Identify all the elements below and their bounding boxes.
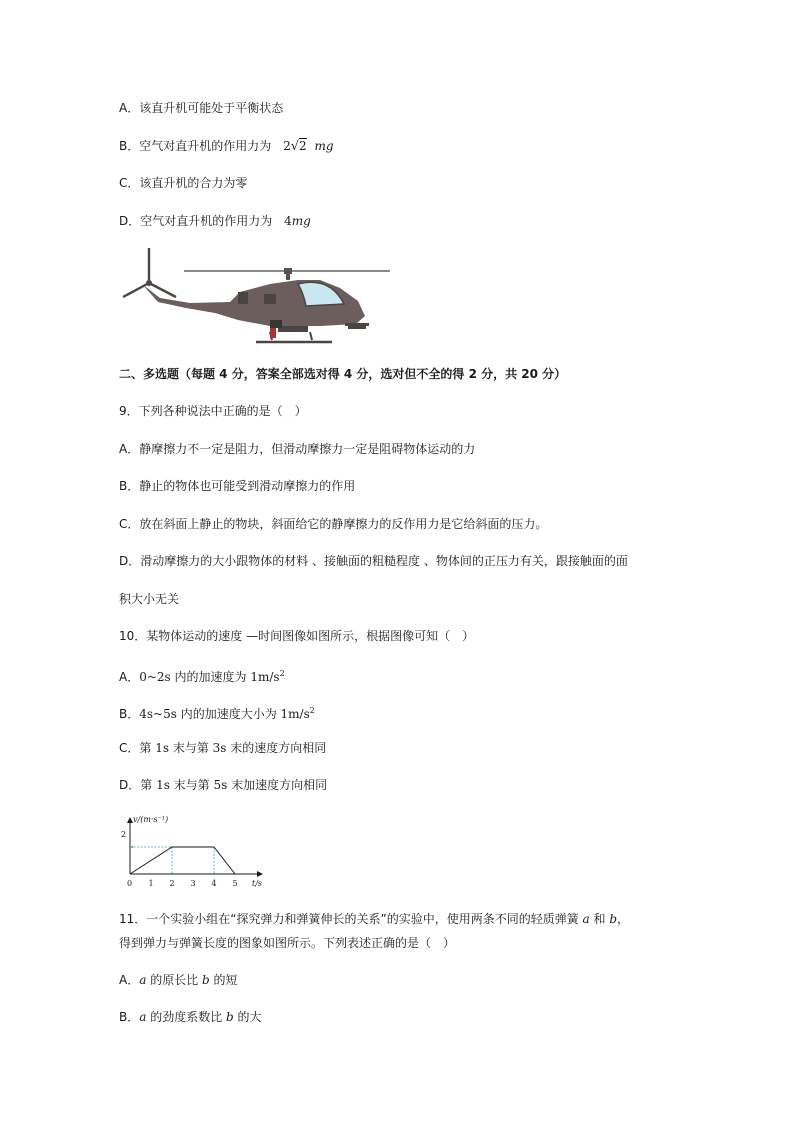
x-tick-label: 4 xyxy=(211,879,217,888)
q11-b-end: 的大 xyxy=(233,1010,262,1024)
q10-option-a xyxy=(119,666,285,685)
q8-option-b-root: 2 xyxy=(299,139,307,153)
y-axis-label: v/(m·s⁻¹) xyxy=(133,815,169,824)
velocity-time-chart xyxy=(112,812,272,892)
q10-a-range: 0~2s xyxy=(139,670,171,684)
q8-option-b xyxy=(119,138,334,155)
helicopter-illustration xyxy=(120,246,392,346)
q10-c-time2: 3s xyxy=(212,741,227,755)
q11-stem-end: ， xyxy=(617,912,630,926)
q10-d-part2: 末与第 xyxy=(169,778,214,792)
q11-b-mid: 的劲度系数比 xyxy=(146,1010,227,1024)
q9-option-b: B．静止的物体也可能受到滑动摩擦力的作用 xyxy=(119,479,356,493)
q11-stem-line2: 得到弹力与弹簧长度的图象如图所示。下列表述正确的是（ ） xyxy=(119,936,456,950)
q11-a-end: 的短 xyxy=(209,973,238,987)
q10-option-b xyxy=(119,703,315,722)
q11-b-var-b: b xyxy=(226,1010,234,1024)
q10-b-value: 1m/s xyxy=(280,707,310,721)
q9-option-a: A．静摩擦力不一定是阻力，但滑动摩擦力一定是阻碍物体运动的力 xyxy=(119,442,476,456)
q8-option-d-text: D．空气对直升机的作用力为 xyxy=(119,214,273,228)
q11-a-mid: 的原长比 xyxy=(146,973,203,987)
q8-option-b-unit: mg xyxy=(314,139,334,153)
y-tick-label: 2 xyxy=(121,830,127,839)
q11-stem-and: 和 xyxy=(589,912,610,926)
q10-d-part1: D．第 xyxy=(119,778,157,792)
q9-option-d-line2: 积大小无关 xyxy=(119,592,180,606)
q8-option-b-text: B．空气对直升机的作用力为 xyxy=(119,139,272,153)
q11-stem-line1 xyxy=(119,911,629,927)
q10-a-mid: 内的加速度为 xyxy=(170,670,251,684)
q11-option-a xyxy=(119,972,238,988)
q11-stem-b: b xyxy=(609,912,618,926)
q10-option-d xyxy=(119,777,327,793)
x-axis-label: t/s xyxy=(252,879,263,888)
q10-a-prefix: A． xyxy=(119,670,140,684)
section-2-header: 二、多选题（每题 4 分，答案全部选对得 4 分，选对但不全的得 2 分，共 20 分） xyxy=(119,367,567,381)
q8-option-d-unit: mg xyxy=(291,214,311,228)
q9-option-d-line1: D．滑动摩擦力的大小跟物体的材料 、接触面的粗糙程度 、物体间的正压力有关，跟接触面的面 xyxy=(119,554,628,568)
q10-d-time2: 5s xyxy=(213,778,228,792)
x-tick-label: 0 xyxy=(127,879,133,888)
q8-option-b-coef: 2 xyxy=(283,139,291,153)
q11-a-prefix: A． xyxy=(119,973,140,987)
q10-c-time1: 1s xyxy=(155,741,169,755)
q10-b-exponent: 2 xyxy=(309,706,315,715)
q10-option-c xyxy=(119,740,326,756)
q11-stem-part1: 11．一个实验小组在“探究弹力和弹簧伸长的关系”的实验中，使用两条不同的轻质弹簧 xyxy=(119,912,583,926)
velocity-series-line xyxy=(130,847,235,874)
x-tick-label: 2 xyxy=(169,879,175,888)
q9-stem: 9．下列各种说法中正确的是（ ） xyxy=(119,404,307,418)
x-tick-label: 1 xyxy=(148,879,154,888)
q8-option-d xyxy=(119,213,311,229)
q11-a-var-a: a xyxy=(139,973,147,987)
q8-option-c: C．该直升机的合力为零 xyxy=(119,176,248,190)
q10-b-mid: 内的加速度大小为 xyxy=(176,707,281,721)
q10-b-range: 4s~5s xyxy=(139,707,177,721)
q11-b-prefix: B． xyxy=(119,1010,140,1024)
q10-c-part1: C．第 xyxy=(119,741,156,755)
x-tick-label: 5 xyxy=(232,879,238,888)
q11-stem-a: a xyxy=(582,912,590,926)
q9-option-c: C．放在斜面上静止的物块，斜面给它的静摩擦力的反作用力是它给斜面的压力。 xyxy=(119,517,548,531)
q11-b-var-a: a xyxy=(139,1010,147,1024)
sqrt-sign: √ xyxy=(290,139,299,154)
q11-option-b xyxy=(119,1009,262,1025)
q8-option-d-val: 4 xyxy=(284,214,292,228)
q10-d-part3: 末加速度方向相同 xyxy=(227,778,328,792)
q10-a-value: 1m/s xyxy=(250,670,280,684)
q10-c-part2: 末与第 xyxy=(169,741,213,755)
q10-b-prefix: B． xyxy=(119,707,140,721)
q11-a-var-b: b xyxy=(202,973,210,987)
q10-a-exponent: 2 xyxy=(279,669,285,678)
q10-d-time1: 1s xyxy=(156,778,170,792)
q10-c-part3: 末的速度方向相同 xyxy=(226,741,327,755)
q10-stem: 10．某物体运动的速度 —时间图像如图所示，根据图像可知（ ） xyxy=(119,629,475,643)
q8-option-a: A．该直升机可能处于平衡状态 xyxy=(119,101,284,115)
x-tick-label: 3 xyxy=(190,879,196,888)
